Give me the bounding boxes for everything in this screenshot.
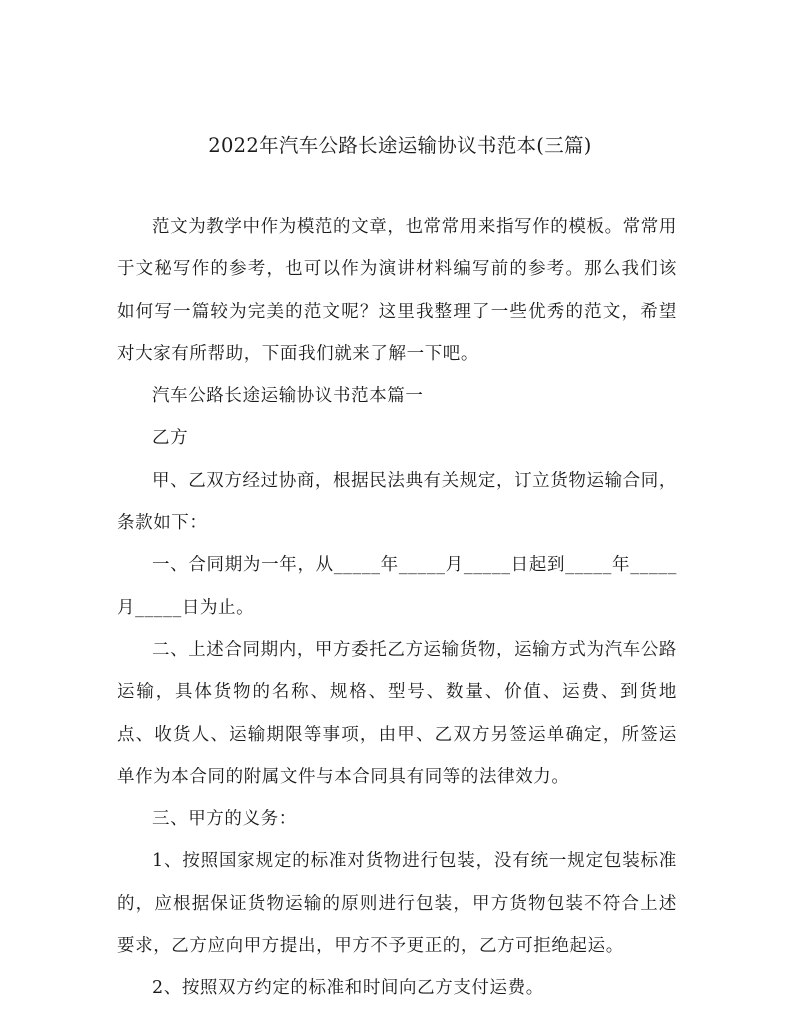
paragraph-agreement-intro: 甲、乙双方经过协商，根据民法典有关规定，订立货物运输合同，条款如下： (117, 470, 677, 534)
paragraph-clause-3-item-2: 2、按照双方约定的标准和时间向乙方支付运费。 (152, 978, 544, 999)
paragraph-clause-3-heading: 三、甲方的义务： (152, 809, 297, 830)
paragraph-clause-2: 二、上述合同期内，甲方委托乙方运输货物，运输方式为汽车公路运输，具体货物的名称、规格、型号、数量、价值、运费、到货地点、收货人、运输期限等事项，由甲、乙双方另签运单确定，所签运单作为本合同的附属文件与本合同具有同等的法律效力。 (117, 639, 677, 787)
paragraph-intro: 范文为教学中作为模范的文章，也常常用来指写作的模板。常常用于文秘写作的参考，也可以作为演讲材料编写前的参考。那么我们该如何写一篇较为完美的范文呢？这里我整理了一些优秀的范文，希望对大家有所帮助，下面我们就来了解一下吧。 (117, 217, 677, 364)
paragraph-clause-3-item-1: 1、按照国家规定的标准对货物进行包装，没有统一规定包装标准的，应根据保证货物运输的原则进行包装，甲方货物包装不符合上述要求，乙方应向甲方提出，甲方不予更正的，乙方可拒绝起运。 (117, 851, 677, 957)
document-body (117, 206, 677, 1010)
document-title: 2022年汽车公路长途运输协议书范本(三篇) (208, 134, 592, 157)
paragraph-party-b: 乙方 (152, 428, 189, 449)
paragraph-section-heading: 汽车公路长途运输协议书范本篇一 (152, 386, 424, 407)
paragraph-clause-1: 一、合同期为一年，从_____年_____月_____日起到_____年_____月_____日为止。 (117, 555, 677, 618)
